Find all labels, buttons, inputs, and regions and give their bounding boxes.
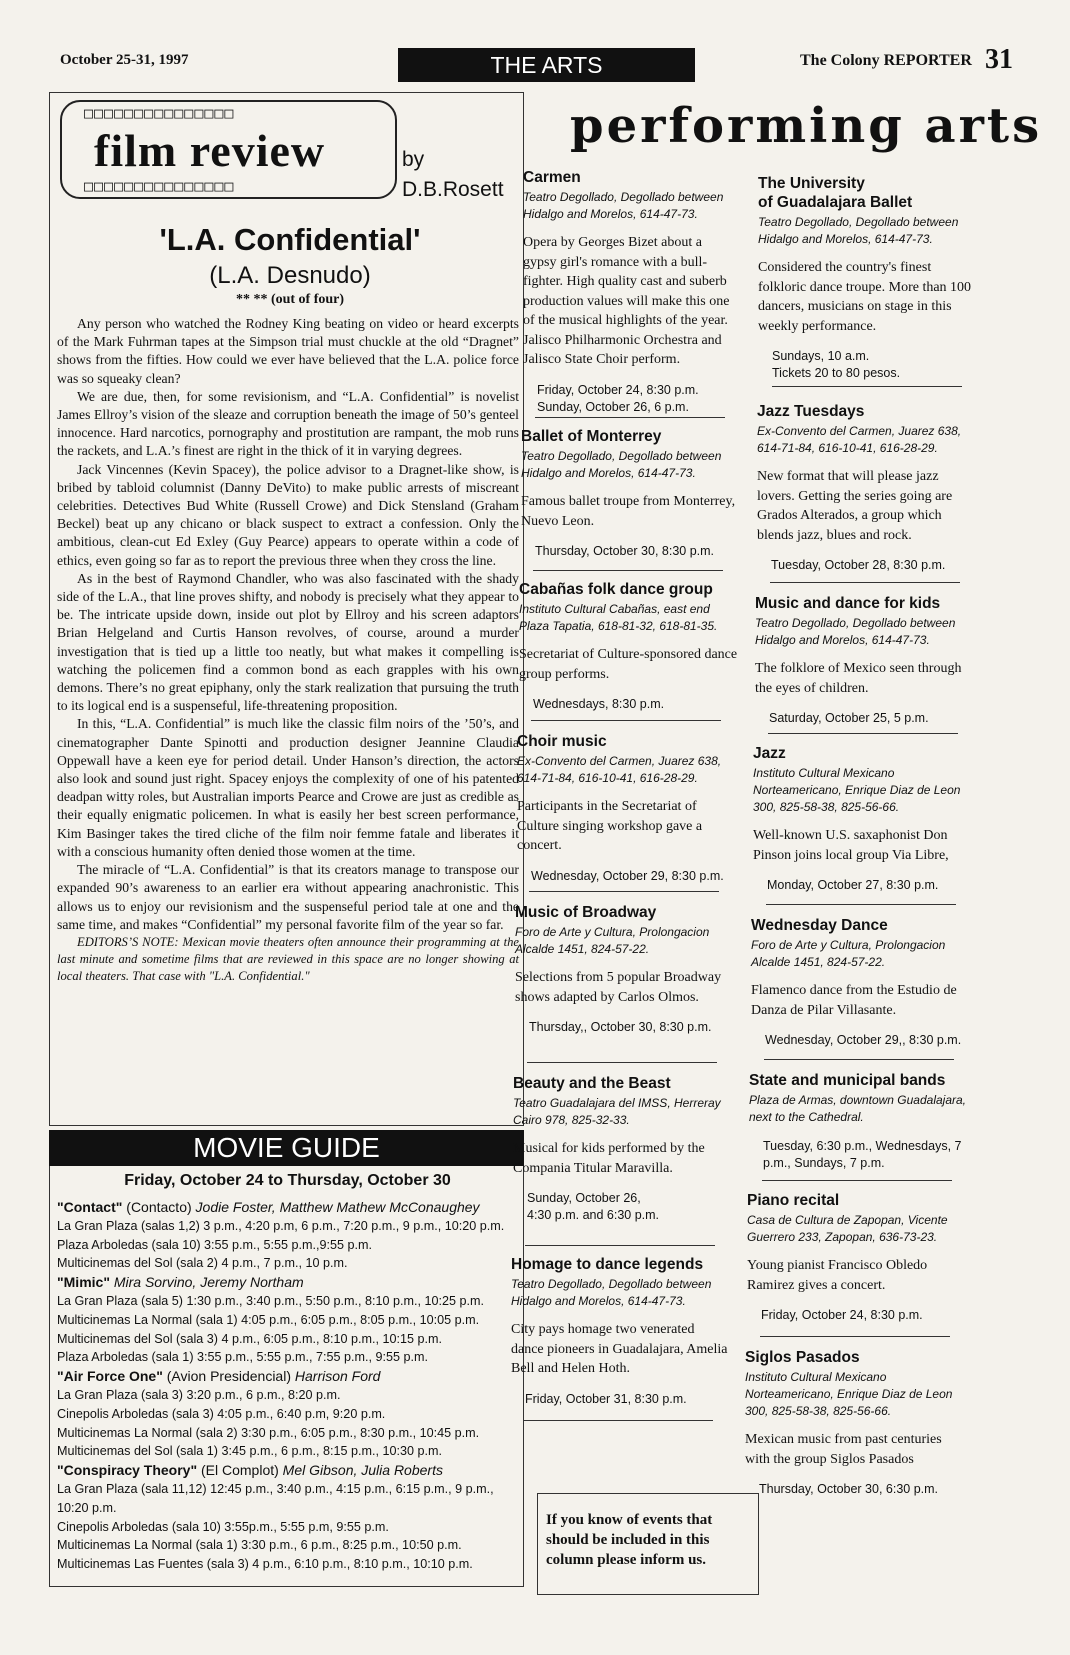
event-time: Thursday, October 30, 6:30 p.m. <box>759 1482 939 1496</box>
event-name: State and municipal bands <box>749 1072 946 1089</box>
event-name: Siglos Pasados <box>745 1349 860 1366</box>
movie-entry <box>57 1273 522 1292</box>
divider <box>527 1062 717 1063</box>
event-venue: Teatro Degollado, Degollado between Hidalgo and Morelos, 614-47-73. <box>521 449 722 480</box>
event-venue: Plaza de Armas, downtown Guadalajara, next to the Cathedral. <box>749 1093 967 1124</box>
decorative-squares-bottom: □□□□□□□□□□□□□□□ <box>84 177 235 195</box>
review-movie-subtitle: (L.A. Desnudo) <box>209 262 371 289</box>
divider <box>764 1059 954 1060</box>
event-description: Considered the country's finest folkloric dance troupe. More than 100 dancers, musicians on stage in this weekly performance. <box>758 260 972 334</box>
review-paragraph: We are due, then, for some revisionism, and “L.A. Confidential” is novelist James Ellroy’s vision of the sleaze and corruption beneath the image of 50’s genteel innocence. Hard narcotics, pornography and prostitution are rampant, the mob runs the rackets, and L.A.’s finest are right in the thick of it in varying degrees. <box>57 388 519 459</box>
event-venue: Instituto Cultural Mexicano Norteamericano, Enrique Diaz de Leon 300, 825-58-38, 825-56-66. <box>745 1370 953 1418</box>
showtime-line: Multicinemas Las Fuentes (sala 3) 4 p.m., 6:10 p.m., 8:10 p.m., 10:10 p.m. <box>57 1557 473 1572</box>
showtime-line: La Gran Plaza (sala 5) 1:30 p.m., 3:40 p.m., 5:50 p.m., 8:10 p.m., 10:25 p.m. <box>57 1293 485 1308</box>
event-venue: Ex-Convento del Carmen, Juarez 638, 614-71-84, 616-10-41, 616-28-29. <box>757 424 962 455</box>
event-time: Monday, October 27, 8:30 p.m. <box>767 878 939 892</box>
divider <box>533 570 723 571</box>
event-name: Jazz Tuesdays <box>757 403 865 420</box>
event-name: Beauty and the Beast <box>513 1075 671 1092</box>
showtime-line: La Gran Plaza (salas 1,2) 3 p.m., 4:20 p.m, 6 p.m., 7:20 p.m., 9 p.m., 10:20 p.m. <box>57 1218 505 1233</box>
review-paragraph: Jack Vincennes (Kevin Spacey), the police advisor to a Dragnet-like show, is bribed by tabloid columnist (Danny DeVito) to make public arrests of miscreant celebrities. Detectives Bud White (Russell Crowe) and Dick Stensland (Graham Beckel) beat up any chicano or black suspect to extract a confession. Only the ambitious, clean-cut Ed Exley (Guy Pearce) appears to operate within a code of ethics, even going so far as to report the previous three when they cross the line. <box>57 461 519 568</box>
event-listing <box>519 580 739 713</box>
showtime-line: Multicinemas La Normal (sala 1) 4:05 p.m., 6:05 p.m., 8:05 p.m., 10:05 p.m. <box>57 1312 480 1327</box>
event-venue: Instituto Cultural Mexicano Norteamericano, Enrique Diaz de Leon 300, 825-58-38, 825-56-66. <box>753 766 961 814</box>
event-venue: Teatro Degollado, Degollado between Hidalgo and Morelos, 614-47-73. <box>758 215 959 246</box>
divider <box>760 1336 950 1337</box>
review-paragraph: In this, “L.A. Confidential” is much like the classic film noirs of the ’50’s, and cinematographer Dante Spinotti and production designer Jeannine Claudia Oppewall have a keen eye for period detail. Under Hanson’s direction, the actors also look and sound just right. Spacey enjoys the complexity of one of his patented deadpan witty roles, but Australian imports Pearce and Crowe are just as credible as their equally enigmatic policemen. In what is easily her best screen performance, Kim Basinger takes the tired cliche of the film noir femme fatale and liberates it with a conscious humanity often denied those women at the time. <box>57 716 519 859</box>
event-venue: Casa de Cultura de Zapopan, Vicente Guerrero 233, Zapopan, 636-73-23. <box>747 1213 948 1244</box>
newspaper-name: The Colony REPORTER <box>800 52 972 69</box>
event-description: Flamenco dance from the Estudio de Danza de Pilar Villasante. <box>751 983 957 1018</box>
event-listing <box>515 903 733 1036</box>
event-listing <box>751 916 969 1049</box>
showtime-line: La Gran Plaza (sala 11,12) 12:45 p.m., 3:40 p.m., 4:15 p.m., 6:15 p.m., 9 p.m., 10:20 p.m. <box>57 1481 494 1515</box>
event-venue: Instituto Cultural Cabañas, east end Plaza Tapatia, 618-81-32, 618-81-35. <box>519 602 718 633</box>
event-description: City pays homage two venerated dance pioneers in Guadalajara, Amelia Bell and Helen Hoth. <box>511 1322 728 1376</box>
event-listing <box>747 1191 965 1324</box>
event-time: Friday, October 31, 8:30 p.m. <box>525 1391 687 1406</box>
showtime-line: Multicinemas del Sol (sala 1) 3:45 p.m., 6 p.m., 8:15 p.m., 10:30 p.m. <box>57 1444 442 1459</box>
movie-spanish-title: (Contacto) <box>122 1199 196 1215</box>
event-name: The University of Guadalajara Ballet <box>758 175 913 211</box>
showtime-line: Plaza Arboledas (sala 1) 3:55 p.m., 5:55 p.m., 7:55 p.m., 9:55 p.m. <box>57 1350 429 1365</box>
event-listing <box>753 744 971 894</box>
event-name: Music and dance for kids <box>755 595 941 612</box>
movie-cast: Mira Sorvino, Jeremy Northam <box>113 1274 304 1291</box>
showtime-line: Multicinemas La Normal (sala 2) 3:30 p.m., 6:05 p.m., 8:30 p.m., 10:45 p.m. <box>57 1425 480 1440</box>
event-description: Musical for kids performed by the Compania Titular Maravilla. <box>513 1141 705 1176</box>
event-listing <box>513 1074 731 1224</box>
event-name: Jazz <box>753 745 786 762</box>
event-name: Music of Broadway <box>515 904 657 921</box>
issue-date: October 25-31, 1997 <box>60 52 189 68</box>
event-time: Wednesday, October 29, 8:30 p.m. <box>531 868 724 883</box>
event-description: New format that will please jazz lovers. Getting the series going are Grados Alterados, a group which blends jazz, blues and rock. <box>757 469 953 543</box>
showtime-line: Cinepolis Arboledas (sala 3) 4:05 p.m., 6:40 p.m, 9:20 p.m. <box>57 1406 386 1421</box>
review-rating: ** ** (out of four) <box>235 292 345 307</box>
event-listing <box>755 594 973 727</box>
event-name: Cabañas folk dance group <box>519 581 713 598</box>
movie-entry <box>57 1367 522 1386</box>
divider <box>523 1420 713 1421</box>
divider <box>529 891 719 892</box>
showtime-line: Multicinemas del Sol (sala 2) 4 p.m., 7 p.m., 10 p.m. <box>57 1256 348 1271</box>
movie-name: "Mimic" <box>57 1274 110 1291</box>
divider <box>525 1245 715 1246</box>
event-description: Young pianist Francisco Obledo Ramirez gives a concert. <box>747 1258 928 1293</box>
event-description: Participants in the Secretariat of Culture singing workshop gave a concert. <box>517 799 703 853</box>
event-venue: Teatro Guadalajara del IMSS, Herreray Cairo 978, 825-32-33. <box>513 1096 721 1127</box>
movie-entry <box>57 1198 522 1217</box>
divider <box>766 904 956 905</box>
event-venue: Foro de Arte y Cultura, Prolongacion Alcalde 1451, 824-57-22. <box>515 925 710 956</box>
movie-guide-title: MOVIE GUIDE <box>49 1130 524 1166</box>
showtime-line: Multicinemas del Sol (sala 3) 4 p.m., 6:05 p.m., 8:10 p.m., 10:15 p.m. <box>57 1331 442 1346</box>
movie-name: "Conspiracy Theory" <box>57 1462 198 1479</box>
page-number: 31 <box>985 44 1013 75</box>
event-listing <box>511 1255 729 1408</box>
event-time: Tuesday, October 28, 8:30 p.m. <box>771 558 946 572</box>
event-listing <box>757 402 975 574</box>
event-name: Ballet of Monterrey <box>521 428 662 445</box>
event-description: Opera by Georges Bizet about a gypsy girl's romance with a bull-fighter. High quality cast and suberb production values will make this one of the musical highlights of the year. Jalisco Philharmonic Orchestra and Jalisco State Choir perform. <box>523 235 730 367</box>
event-listing <box>749 1071 967 1172</box>
event-venue: Teatro Degollado, Degollado between Hidalgo and Morelos, 614-47-73. <box>523 190 724 221</box>
decorative-squares-top: □□□□□□□□□□□□□□□ <box>84 104 235 122</box>
movie-guide-dates: Friday, October 24 to Thursday, October 30 <box>124 1172 451 1189</box>
event-description: Selections from 5 popular Broadway shows adapted by Carlos Olmos. <box>515 970 722 1005</box>
event-venue: Ex-Convento del Carmen, Juarez 638, 614-71-84, 616-10-41, 616-28-29. <box>517 754 722 785</box>
event-description: The folklore of Mexico seen through the eyes of children. <box>755 661 962 696</box>
review-paragraph: As in the best of Raymond Chandler, who was also fascinated with the shady side of the L.A., that line proves shifty, and nobody is precisely what they appear to be. The intricate upside down, inside out plot by Ellroy and his screen adaptors Brian Helgeland and Curtis Hanson revolves, of course, around a murder investigation that is tied up a little too neatly, but what makes it compelling is watching the policemen find a common bond as each grapples with his own demons. There’s no great epiphany, only the stark realization that pursuing the truth to its logical end is a suspenseful, life-threatening proposition. <box>57 570 519 714</box>
event-listing <box>745 1348 965 1498</box>
event-name: Wednesday Dance <box>751 917 888 934</box>
event-time: Sundays, 10 a.m. Tickets 20 to 80 pesos. <box>772 349 901 380</box>
event-time: Saturday, October 25, 5 p.m. <box>769 711 929 725</box>
movie-name: "Air Force One" <box>57 1368 163 1385</box>
event-venue: Foro de Arte y Cultura, Prolongacion Alcalde 1451, 824-57-22. <box>751 938 946 969</box>
event-time: Friday, October 24, 8:30 p.m. <box>761 1308 923 1322</box>
event-venue: Teatro Degollado, Degollado between Hidalgo and Morelos, 614-47-73. <box>511 1277 712 1308</box>
divider <box>772 386 962 387</box>
event-listing <box>758 174 976 382</box>
film-review-heading: film review <box>94 125 326 176</box>
event-description: Secretariat of Culture-sponsored dance group performs. <box>519 647 738 682</box>
editors-note: EDITORS’S NOTE: Mexican movie theaters often announce their programming at the last minute and sometime films that are reviewed in this space are no longer showing at local theaters. That case with "L.A. Confidential." <box>57 934 519 983</box>
event-time: Thursday, October 30, 8:30 p.m. <box>535 544 715 558</box>
movie-name: "Contact" <box>57 1199 123 1215</box>
event-time: Wednesday, October 29,, 8:30 p.m. <box>765 1033 962 1047</box>
showtime-line: Multicinemas La Normal (sala 1) 3:30 p.m., 6 p.m., 8:25 p.m., 10:50 p.m. <box>57 1538 462 1553</box>
event-listing <box>523 168 733 416</box>
event-description: Well-known U.S. saxaphonist Don Pinson joins local group Via Libre, <box>753 828 949 863</box>
event-time: Wednesdays, 8:30 p.m. <box>533 697 665 711</box>
event-listing <box>517 732 737 885</box>
event-time: Friday, October 24, 8:30 p.m. Sunday, October 26, 6 p.m. <box>537 382 699 414</box>
movie-spanish-title: (El Complot) <box>197 1462 283 1479</box>
event-name: Piano recital <box>747 1192 840 1209</box>
divider <box>531 720 721 721</box>
event-name: Homage to dance legends <box>511 1256 704 1273</box>
showtime-line: Cinepolis Arboledas (sala 10) 3:55p.m., 5:55 p.m, 9:55 p.m. <box>57 1519 389 1534</box>
event-name: Carmen <box>523 169 581 186</box>
performing-arts-heading: performing arts <box>570 98 1043 154</box>
showtime-line: La Gran Plaza (sala 3) 3:20 p.m., 6 p.m., 8:20 p.m. <box>57 1387 341 1402</box>
review-body <box>57 315 519 985</box>
divider <box>535 417 725 418</box>
info-text: If you know of events that should be included in this column please inform us. <box>546 1512 713 1568</box>
review-movie-title: 'L.A. Confidential' <box>159 222 421 257</box>
divider <box>768 733 958 734</box>
event-name: Choir music <box>517 733 607 750</box>
event-listing <box>521 427 741 560</box>
event-time: Tuesday, 6:30 p.m., Wednesdays, 7 p.m., Sundays, 7 p.m. <box>763 1139 962 1170</box>
byline-label: by <box>402 148 425 171</box>
movie-cast: Jodie Foster, Matthew Mathew McConaughey <box>195 1199 480 1215</box>
event-description: Mexican music from past centuries with the group Siglos Pasados <box>745 1432 942 1467</box>
movie-guide-list <box>57 1198 522 1574</box>
movie-entry <box>57 1461 522 1480</box>
divider <box>762 1180 952 1181</box>
event-venue: Teatro Degollado, Degollado between Hidalgo and Morelos, 614-47-73. <box>755 616 956 647</box>
section-banner: THE ARTS <box>398 48 695 82</box>
showtime-line: Plaza Arboledas (sala 10) 3:55 p.m., 5:55 p.m.,9:55 p.m. <box>57 1237 373 1252</box>
byline-author: D.B.Rosett <box>402 178 504 201</box>
movie-spanish-title: (Avion Presidencial) <box>162 1368 295 1385</box>
movie-cast: Mel Gibson, Julia Roberts <box>282 1462 443 1479</box>
review-paragraph: The miracle of “L.A. Confidential” is that its creators manage to transpose our expanded 90’s awareness to an earlier era without appearing anachronistic. This allows us to enjoy our revisionism and the suspenseful period tale at one and the same time, and makes “Confidential” my personal favorite film of the year so far. <box>57 862 519 932</box>
movie-cast: Harrison Ford <box>294 1368 381 1385</box>
event-time: Thursday,, October 30, 8:30 p.m. <box>529 1020 712 1034</box>
event-time: Sunday, October 26, 4:30 p.m. and 6:30 p.m. <box>527 1191 660 1222</box>
review-paragraph: Any person who watched the Rodney King beating on video or heard excerpts of the Mark Fuhrman tapes at the Simpson trial must chuckle at the old “Dragnet” shows from the fifties. How could we ever have believed that the L.A. police force was so squeaky clean? <box>57 316 519 386</box>
event-description: Famous ballet troupe from Monterrey, Nuevo Leon. <box>521 494 736 529</box>
divider <box>770 582 960 583</box>
